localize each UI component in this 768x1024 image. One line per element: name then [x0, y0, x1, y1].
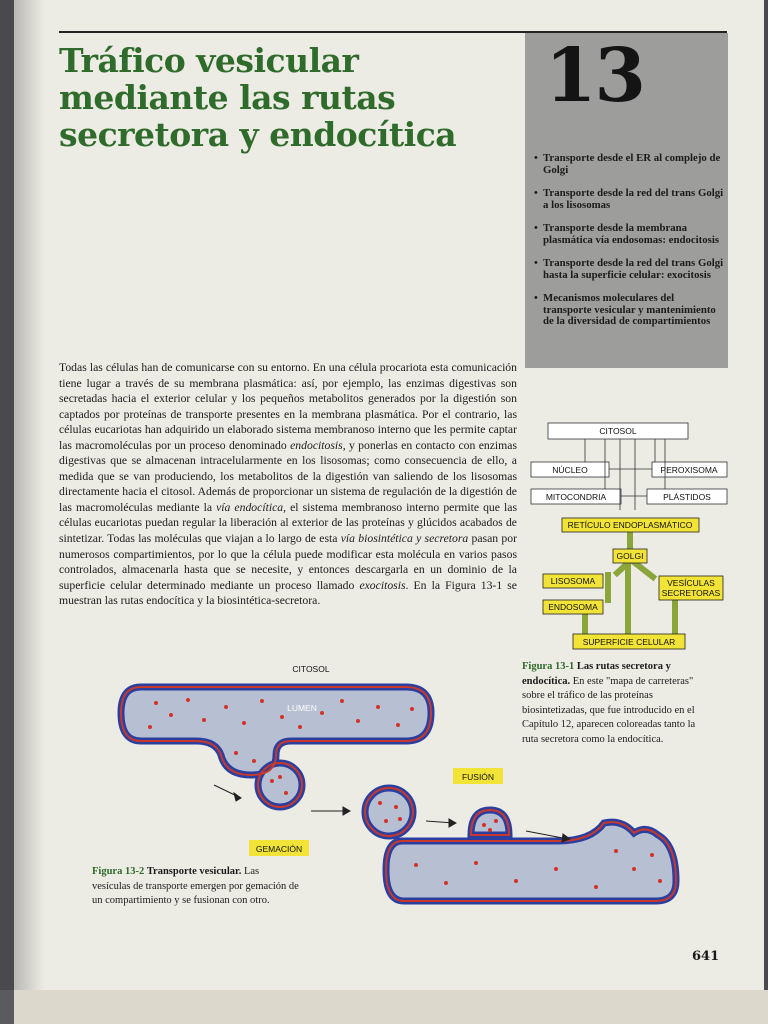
- label-vesiculas: VESÍCULAS: [667, 578, 715, 588]
- label-lumen: LUMEN: [287, 703, 317, 713]
- label-nucleo: NÚCLEO: [552, 465, 588, 475]
- topic-item: • Transporte desde la membrana plasmática vía endosomas: endocitosis: [534, 222, 720, 246]
- topic-item: • Mecanismos moleculares del transporte vesicular y mantenimiento de la diversidad de compartimientos: [534, 292, 716, 327]
- scan-bottom-strip: [0, 990, 768, 1024]
- label-fusion: FUSIÓN: [461, 772, 495, 782]
- topic-item: • Transporte desde la red del trans Golgi a los lisosomas: [534, 187, 724, 211]
- page-gutter-shadow: [14, 0, 44, 990]
- label-plastidos: PLÁSTIDOS: [663, 492, 711, 502]
- scan-left-edge: [0, 990, 14, 1024]
- figure-13-1-diagram: [525, 415, 737, 655]
- label-secretoras: SECRETORAS: [661, 588, 721, 598]
- label-reticulo: RETÍCULO ENDOPLASMÁTICO: [567, 520, 693, 530]
- chapter-topics: [534, 153, 724, 340]
- body-paragraph: Todas las células han de comunicarse con su entorno. En una célula procariota esta comunicación tiene lugar a través de su membrana plasmática: así, por ejemplo, las enzimas digestivas son secretadas hacia el exterior celular y los pequeños metabolitos generados por la digestión son captados por proteínas de transporte presentes en la membrana plasmática. Por el contrario, las células eucariotas han adquirido un elaborado sistema membranoso interno que les permite captar las macromoléculas por un proceso denominado endocitosis, y ponerlas en contacto con enzimas digestivas que se almacenan intracelularmente en los lisosomas; como consecuencia de ello, a medida que se van produciendo, los metabolitos de la digestión van saliendo de los lisosomas directamente hacia el citosol. Además de proporcionar un sistema de regulación de la digestión de las macromoléculas mediante la vía endocítica, el sistema membranoso interno permite que las células eucariotas puedan regular la liberación al exterior de las proteínas y glúcidos acabados de sintetizar. Todas las moléculas que viajan a lo largo de esta vía biosintética y secretora pasan por numerosos compartimientos, por lo que la célula puede modificar esta molécula en varios pasos controlados, almacenarla hasta que se necesite, y entonces descargarla en un dominio de la superficie celular determinado mediante un proceso llamado exocitosis. En la Figura 13-1 se muestran las rutas endocítica y la biosintética-secretora.: [59, 361, 517, 608]
- figure-13-2-caption: Figura 13-2 Transporte vesicular. Las vesículas de transporte emergen por gemación de un compartimiento y se fusionan con otro.: [92, 866, 299, 907]
- label-peroxisoma: PEROXISOMA: [660, 465, 718, 475]
- label-citosol: CITOSOL: [599, 426, 637, 436]
- acceptor-compartment: [386, 822, 676, 901]
- label-mitocondria: MITOCONDRIA: [545, 492, 607, 502]
- chapter-number: 13: [545, 33, 644, 119]
- label-gemacion: GEMACIÓN: [255, 844, 303, 854]
- label-golgi: GOLGI: [616, 551, 644, 561]
- chapter-title: Tráfico vesicular mediante las rutas secretora y endocítica: [59, 41, 457, 154]
- page-number: 641: [692, 949, 720, 964]
- figure-13-1-caption: Figura 13-1 Las rutas secretora y endocítica. En este "mapa de carreteras" sobre el tráfico de las proteínas biosintetizadas, que fue introducido en el Capítulo 12, aparecen coloreadas tanto la ruta secretora como la endocítica.: [522, 661, 696, 745]
- topic-item: • Transporte desde la red del trans Golgi hasta la superficie celular: exocitosis: [534, 257, 724, 281]
- label-superficie: SUPERFICIE CELULAR: [582, 637, 676, 647]
- label-lisosoma: LISOSOMA: [550, 576, 596, 586]
- chapter-box: [525, 33, 728, 368]
- label-endosoma: ENDOSOMA: [548, 602, 598, 612]
- label-citosol-fig2: CITOSOL: [292, 664, 330, 674]
- topic-item: • Transporte desde el ER al complejo de Golgi: [534, 152, 721, 176]
